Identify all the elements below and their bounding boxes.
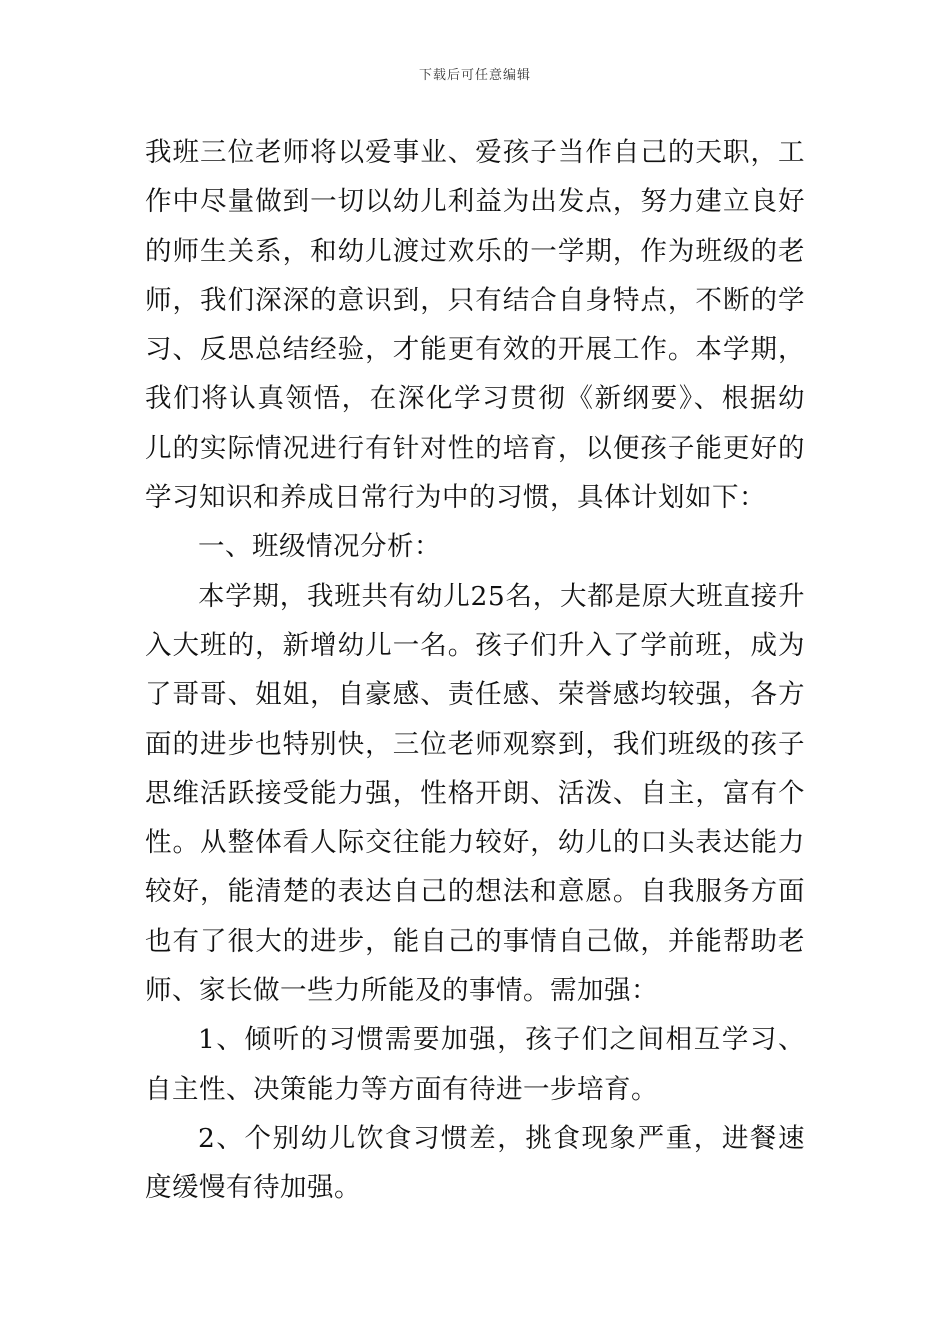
section-heading: 一、班级情况分析： [198, 531, 441, 563]
document-body [145, 128, 805, 1213]
list-item: 2、个别幼儿饮食习惯差，挑食现象严重，进餐速度缓慢有待加强。 [145, 1122, 805, 1204]
paragraph-analysis: 本学期，我班共有幼儿25名，大都是原大班直接升入大班的，新增幼儿一名。孩子们升入了学前班，成为了哥哥、姐姐，自豪感、责任感、荣誉感均较强，各方面的进步也特别快，三位老师观察到，我们班级的孩子思维活跃接受能力强，性格开朗、活泼、自主，富有个性。从整体看人际交往能力较好，幼儿的口头表达能力较好，能清楚的表达自己的想法和意愿。自我服务方面也有了很大的进步，能自己的事情自己做，并能帮助老师、家长做一些力所能及的事情。需加强： [145, 580, 805, 1007]
paragraph-intro: 我班三位老师将以爱事业、爱孩子当作自己的天职，工作中尽量做到一切以幼儿利益为出发点，努力建立良好的师生关系，和幼儿渡过欢乐的一学期，作为班级的老师，我们深深的意识到，只有结合自身特点，不断的学习、反思总结经验，才能更有效的开展工作。本学期，我们将认真领悟，在深化学习贯彻《新纲要》、根据幼儿的实际情况进行有针对性的培育，以便孩子能更好的学习知识和养成日常行为中的习惯，具体计划如下： [145, 137, 805, 514]
header-note: 下载后可任意编辑 [418, 68, 531, 83]
list-item: 1、倾听的习惯需要加强，孩子们之间相互学习、自主性、决策能力等方面有待进一步培育。 [145, 1024, 805, 1105]
